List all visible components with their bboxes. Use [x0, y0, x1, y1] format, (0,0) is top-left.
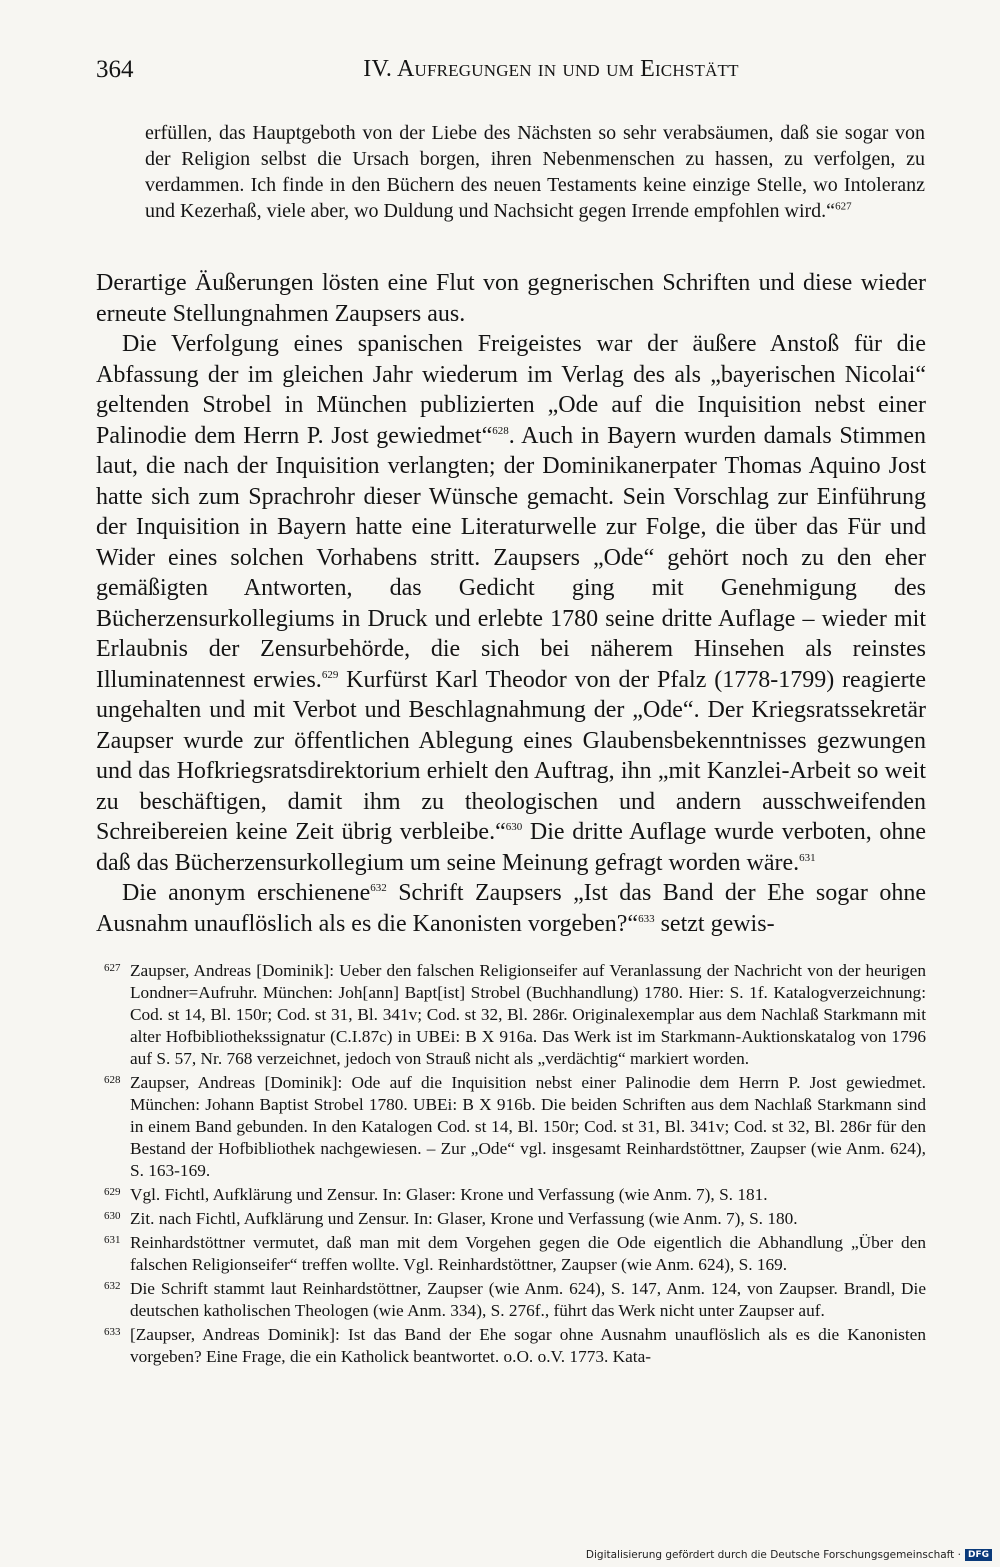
running-head: IV. Aufregungen in und um Eichstätt	[363, 56, 739, 82]
main-text	[96, 268, 926, 939]
footnote	[96, 1278, 926, 1322]
paragraph-text: Die dritte Auflage wurde verboten, ohne daß das Bücherzensurkollegium um seine Meinung gefragt worden wäre.	[96, 819, 926, 876]
footnote-text: Vgl. Fichtl, Aufklärung und Zensur. In: Glaser: Krone und Verfassung (wie Anm. 7), S. 181.	[130, 1185, 768, 1204]
block-quote	[145, 120, 925, 224]
paragraph-text: . Auch in Bayern wurden damals Stimmen laut, die nach der Inquisition verlangten; der Dominikanerpater Thomas Aquino Jost hatte sich zum Sprachrohr dieser Wünsche gemacht. Sein Vorschlag zur Einführung der Inquisition in Bayern hatte eine Literaturwelle zur Folge, die über das Für und Wider eines solchen Vorhabens stritt. Zaupsers „Ode“ gehört noch zu den eher gemäßigten Antworten, das Gedicht ging mit Genehmigung des Bücherzensurkollegiums in Druck und erlebte 1780 seine dritte Auflage – wieder mit Erlaubnis der Zensurbehörde, die sich bei näherem Hinsehen als reinstes Illuminatennest erwies.	[96, 422, 926, 693]
footnote-number: 628	[104, 1074, 121, 1086]
footnote-ref[interactable]: 633	[638, 912, 655, 925]
paragraph-text: setzt gewis-	[654, 910, 775, 937]
footnote	[96, 1208, 926, 1230]
footnote-text: Die Schrift stammt laut Reinhardstöttner, Zaupser (wie Anm. 624), S. 147, Anm. 124, von Zaupser. Brandl, Die deutschen katholischen Theologen (wie Anm. 334), S. 276f., führt das Werk nicht unter Zaupser auf.	[130, 1279, 926, 1320]
footnote-text: Zit. nach Fichtl, Aufklärung und Zensur. In: Glaser, Krone und Verfassung (wie Anm. 7), S. 180.	[130, 1209, 798, 1228]
footnote-number: 629	[104, 1186, 121, 1198]
paragraph-text: Die anonym erschienene	[122, 880, 371, 906]
footnote-number: 633	[104, 1326, 121, 1338]
paragraph	[96, 878, 926, 939]
footnote	[96, 1232, 926, 1276]
footer-text: Digitalisierung gefördert durch die Deutsche Forschungsgemeinschaft ·	[585, 1549, 961, 1561]
footnote-text: Zaupser, Andreas [Dominik]: Ueber den falschen Religionseifer auf Veranlassung der Nachricht von der heurigen Londner=Aufruhr. München: Joh[ann] Bapt[ist] Strobel (Buchhandlung) 1780. Hier: S. 1f. Katalogverzeichnung: Cod. st 14, Bl. 150r; Cod. st 31, Bl. 341v; Cod. st 32, Bl. 286r. Originalexemplar aus dem Nachlaß Starkmann mit alter Hofbibliothekssignatur (C.I.87c) in UBEi: B X 916a. Das Werk ist im Starkmann-Auktionskatalog von 1796 auf S. 57, Nr. 768 verzeichnet, jedoch von Strauß nicht als „verdächtig“ markiert worden.	[130, 961, 926, 1068]
footnote-text: [Zaupser, Andreas Dominik]: Ist das Band der Ehe sogar ohne Ausnahm unauflöslich als es die Kanonisten vorgeben? Eine Frage, die ein Katholick beantwortet. o.O. o.V. 1773. Kata-	[130, 1325, 926, 1366]
footnote-ref[interactable]: 630	[505, 821, 523, 833]
footnote	[96, 1184, 926, 1206]
footnote	[96, 1072, 926, 1182]
paragraph	[96, 329, 926, 878]
footnote-ref[interactable]: 628	[492, 424, 509, 437]
footnote-text: Zaupser, Andreas [Dominik]: Ode auf die Inquisition nebst einer Palinodie dem Herrn P. Jost gewiedmet. München: Johann Baptist Strobel 1780. UBEi: B X 916b. Die beiden Schriften aus dem Nachlaß Starkmann sind in einem Band gebunden. In den Katalogen Cod. st 14, Bl. 150r; Cod. st 31, Bl. 341v; Cod. st 32, Bl. 286r für den Bestand der Hofbibliothek nachgewiesen. – Zur „Ode“ vgl. insgesamt Reinhardstöttner, Zaupser (wie Anm. 624), S. 163-169.	[130, 1073, 926, 1180]
footnote-text: Reinhardstöttner vermutet, daß man mit dem Vorgehen gegen die Ode eigentlich die Abhandlung „Über den falschen Religionseifer“ treffen wollte. Vgl. Reinhardstöttner, Zaupser (wie Anm. 624), S. 169.	[130, 1233, 926, 1274]
footnote-number: 632	[104, 1280, 121, 1292]
page-header	[96, 56, 926, 96]
quote-text: erfüllen, das Hauptgeboth von der Liebe des Nächsten so sehr verabsäumen, daß sie sogar von der Religion selbst die Ursach borgen, ihren Nebenmenschen zu hassen, zu verfolgen, zu verdammen. Ich finde in den Büchern des neuen Testaments keine einzige Stelle, wo Intoleranz und Kezerhaß, viele aber, wo Duldung und Nachsicht gegen Irrende empfohlen wird.“	[145, 122, 925, 222]
footnote	[96, 960, 926, 1070]
digitization-footer	[586, 1549, 992, 1561]
footnote-number: 631	[104, 1234, 121, 1246]
footnote-ref[interactable]: 632	[370, 882, 387, 894]
dfg-logo: DFG	[965, 1549, 992, 1561]
paragraph-text: Die Verfolgung eines spanischen Freigeistes war der äußere Anstoß für die Abfassung der im gleichen Jahr wiederum im Verlag des als „bayerischen Nicolai“ geltenden Strobel in München publizierten „Ode auf die Inquisition nebst einer Palinodie dem Herrn P. Jost gewiedmet“	[96, 331, 926, 449]
footnote-number: 627	[104, 962, 121, 974]
footnote	[96, 1324, 926, 1368]
page-number: 364	[96, 56, 134, 83]
footnotes	[96, 960, 926, 1370]
paragraph-text: Schrift Zaupsers „Ist das Band der Ehe sogar ohne Ausnahm unauflöslich als es die Kanonisten vorgeben?“	[96, 880, 926, 937]
footnote-ref[interactable]: 627	[835, 200, 852, 213]
footnote-ref[interactable]: 629	[321, 668, 339, 681]
footnote-number: 630	[104, 1210, 121, 1222]
paragraph: Derartige Äußerungen lösten eine Flut von gegnerischen Schriften und diese wieder erneute Stellungnahmen Zaupsers aus.	[96, 270, 926, 327]
footnote-ref[interactable]: 631	[799, 851, 816, 864]
paragraph-text: Kurfürst Karl Theodor von der Pfalz (1778-1799) reagierte ungehalten und mit Verbot und Beschlagnahmung der „Ode“. Der Kriegsratssekretär Zaupser wurde zur öffentlichen Ablegung eines Glaubensbekenntnisses gezwungen und das Hofkriegsratsdirektorium erhielt den Auftrag, ihn „mit Kanzlei-Arbeit so weit zu beschäftigen, damit ihm zu theologischen und andern ausschweifenden Schreibereien keine Zeit übrig verbleibe.“	[96, 666, 926, 845]
